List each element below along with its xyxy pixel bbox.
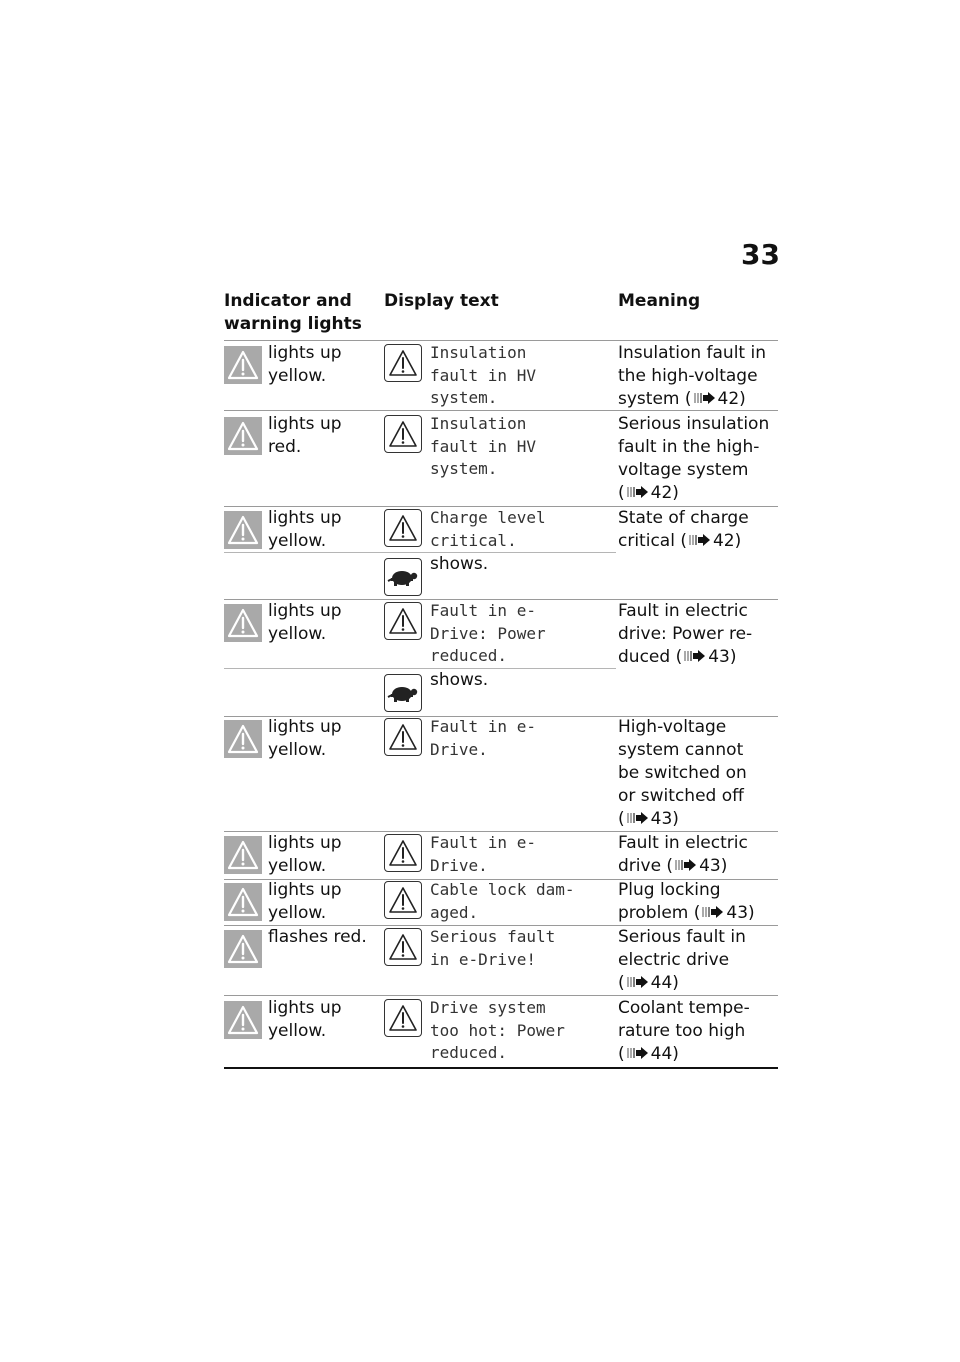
page-reference-arrow-icon [627,1046,649,1060]
page-reference-arrow-icon [627,811,649,825]
page-reference-arrow-icon [627,485,649,499]
page-reference[interactable]: ( 43) [618,809,679,829]
display-extra-text: shows. [430,554,489,574]
warning-triangle-icon [224,511,262,549]
page-number: 33 [741,238,780,271]
display-extra-text: shows. [430,670,489,690]
indicator-state-text: flashes red. [268,927,367,947]
page-reference-arrow-icon [675,858,697,872]
warning-triangle-icon [384,999,422,1037]
page-reference-number: 43) [726,903,755,923]
header-display-text: Display text [384,291,499,311]
indicator-state-text: lights up yellow. [268,717,342,760]
indicator-state-text: lights up yellow. [268,508,342,551]
warning-triangle-icon [224,346,262,384]
meaning-text: Fault in electric drive ( 43) [618,833,748,876]
page-reference-number: 42) [717,389,746,409]
display-text-message: Fault in e- Drive. [430,717,536,759]
meaning-text: High-voltage system cannot be switched on or switched off ( 43) [618,717,747,829]
warning-triangle-icon [224,836,262,874]
header-meaning: Meaning [618,291,701,311]
page-reference[interactable]: ( 42) [618,483,679,503]
header-indicator: Indicator and warning lights [224,291,362,334]
warning-triangle-icon [224,930,262,968]
indicator-state-text: lights up yellow. [268,601,342,644]
page-reference-number: 43) [699,856,728,876]
meaning-text: Plug locking problem ( 43) [618,880,755,923]
page-reference-number: 44) [650,973,679,993]
row-divider [224,410,778,411]
turtle-icon [384,674,422,712]
warning-triangle-icon [224,1001,262,1039]
warning-triangle-icon [384,834,422,872]
indicator-state-text: lights up yellow. [268,998,342,1041]
warning-triangle-icon [384,718,422,756]
warning-triangle-icon [224,720,262,758]
warning-triangle-icon [224,883,262,921]
display-text-message: Insulation fault in HV system. [430,414,536,479]
display-text-message: Charge level critical. [430,508,546,550]
page-reference[interactable]: ( 42) [674,531,742,551]
meaning-text: Coolant tempe- rature too high ( 44) [618,998,750,1064]
page-reference[interactable]: ( 44) [618,973,679,993]
meaning-text: Serious insulation fault in the high- voltage system ( 42) [618,414,770,503]
display-text-message: Fault in e- Drive. [430,833,536,875]
page-reference[interactable]: ( 43) [661,856,728,876]
warning-triangle-icon [224,417,262,455]
page-reference-arrow-icon [627,975,649,989]
warning-triangle-icon [384,415,422,453]
display-text-message: Serious fault in e-Drive! [430,927,556,969]
indicator-state-text: lights up yellow. [268,880,342,923]
header-divider [224,340,778,341]
indicator-state-text: lights up red. [268,414,342,457]
display-text-message: Fault in e- Drive: Power reduced. [430,601,546,666]
page-reference-number: 42) [650,483,679,503]
page-reference-arrow-icon [689,533,711,547]
row-divider [224,995,778,996]
page-reference-arrow-icon [702,905,724,919]
display-text-message: Cable lock dam- aged. [430,880,575,922]
page-reference[interactable]: ( 42) [679,389,746,409]
meaning-text: Insulation fault in the high-voltage system ( 42) [618,343,766,409]
table-bottom-rule [224,1067,778,1069]
page-reference-number: 44) [650,1044,679,1064]
warning-triangle-icon [384,509,422,547]
meaning-text: State of charge critical ( 42) [618,508,749,551]
warning-triangle-icon [384,928,422,966]
display-text-message: Drive system too hot: Power reduced. [430,998,565,1063]
page-reference-number: 43) [708,647,737,667]
display-text-message: Insulation fault in HV system. [430,343,536,408]
page-reference-number: 42) [712,531,742,551]
meaning-text: Serious fault in electric drive ( 44) [618,927,746,993]
page-reference-arrow-icon [694,391,716,405]
page-reference[interactable]: ( 43) [670,647,737,667]
turtle-icon [384,558,422,596]
page-reference[interactable]: ( 44) [618,1044,679,1064]
meaning-text: Fault in electric drive: Power re- duced ( 43) [618,601,753,667]
warning-triangle-icon [224,604,262,642]
warning-triangle-icon [384,602,422,640]
indicator-state-text: lights up yellow. [268,343,342,386]
page-reference-arrow-icon [684,649,706,663]
indicator-state-text: lights up yellow. [268,833,342,876]
page-reference[interactable]: ( 43) [688,903,755,923]
warning-triangle-icon [384,344,422,382]
warning-triangle-icon [384,881,422,919]
page-reference-number: 43) [650,809,679,829]
